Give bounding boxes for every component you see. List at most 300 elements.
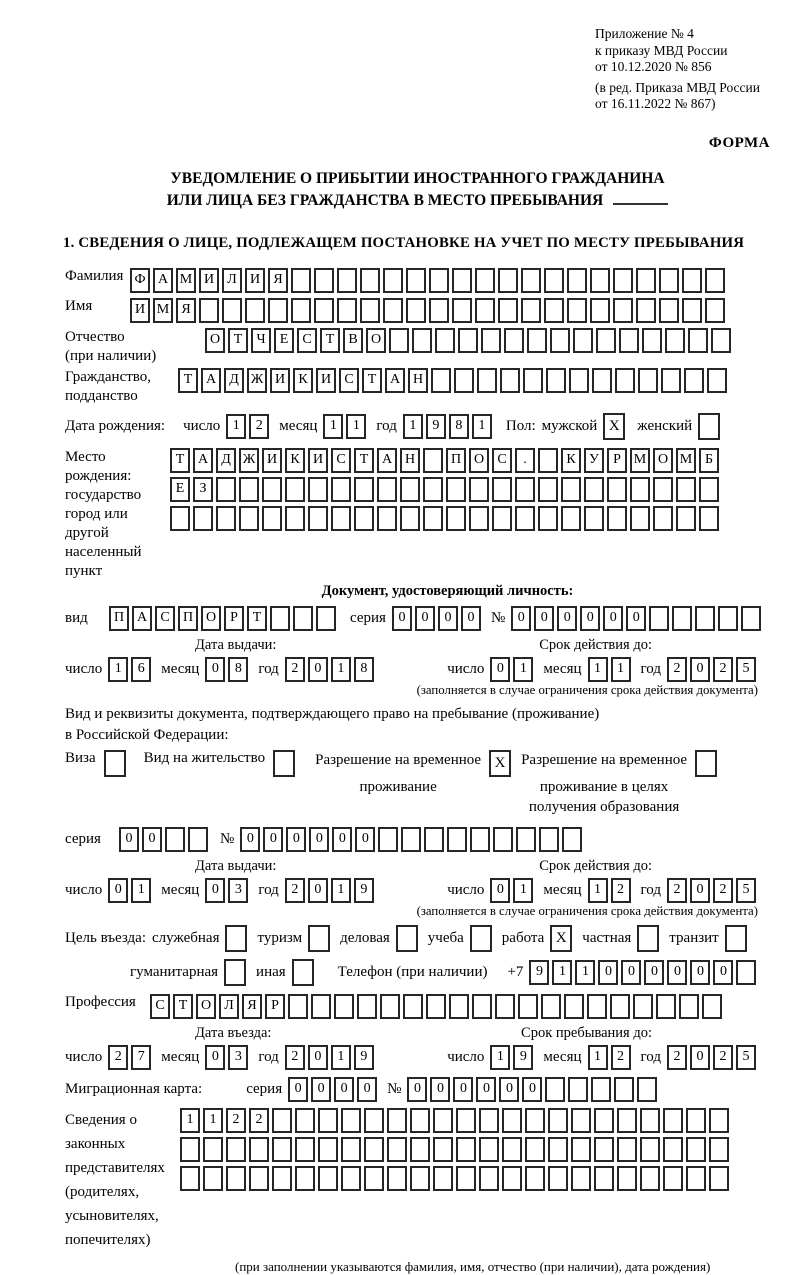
char-cell[interactable]: 2 xyxy=(285,878,305,903)
char-cell[interactable]: 1 xyxy=(552,960,572,985)
char-cell[interactable]: Т xyxy=(173,994,193,1019)
char-cell[interactable] xyxy=(594,1108,614,1133)
char-cell[interactable] xyxy=(216,506,236,531)
sex-male-checkbox[interactable]: X xyxy=(603,413,625,440)
char-cell[interactable]: О xyxy=(201,606,221,631)
char-cell[interactable] xyxy=(541,994,561,1019)
char-cell[interactable] xyxy=(562,827,582,852)
char-cell[interactable]: 9 xyxy=(426,414,446,439)
char-cell[interactable] xyxy=(607,477,627,502)
char-cell[interactable]: О xyxy=(205,328,225,353)
char-cell[interactable]: Т xyxy=(247,606,267,631)
char-cell[interactable] xyxy=(387,1166,407,1191)
char-cell[interactable] xyxy=(502,1108,522,1133)
char-cell[interactable] xyxy=(594,1137,614,1162)
char-cell[interactable]: 2 xyxy=(713,1045,733,1070)
char-cell[interactable] xyxy=(610,994,630,1019)
char-cell[interactable]: 0 xyxy=(453,1077,473,1102)
char-cell[interactable] xyxy=(293,606,313,631)
char-cell[interactable]: Я xyxy=(176,298,196,323)
char-cell[interactable]: С xyxy=(492,448,512,473)
char-cell[interactable]: 0 xyxy=(621,960,641,985)
char-cell[interactable] xyxy=(291,298,311,323)
char-cell[interactable] xyxy=(699,477,719,502)
char-cell[interactable]: Ж xyxy=(239,448,259,473)
char-cell[interactable]: А xyxy=(153,268,173,293)
char-cell[interactable]: 1 xyxy=(323,414,343,439)
char-cell[interactable]: 8 xyxy=(228,657,248,682)
char-cell[interactable] xyxy=(314,298,334,323)
char-cell[interactable] xyxy=(295,1108,315,1133)
char-cell[interactable]: 0 xyxy=(263,827,283,852)
char-cell[interactable]: 0 xyxy=(644,960,664,985)
char-cell[interactable] xyxy=(245,298,265,323)
char-cell[interactable] xyxy=(711,328,731,353)
char-cell[interactable]: В xyxy=(343,328,363,353)
char-cell[interactable] xyxy=(334,994,354,1019)
char-cell[interactable] xyxy=(433,1108,453,1133)
char-cell[interactable] xyxy=(180,1137,200,1162)
char-cell[interactable]: У xyxy=(584,448,604,473)
char-cell[interactable]: 6 xyxy=(131,657,151,682)
char-cell[interactable]: Т xyxy=(170,448,190,473)
char-cell[interactable]: Е xyxy=(170,477,190,502)
char-cell[interactable]: М xyxy=(176,268,196,293)
char-cell[interactable] xyxy=(188,827,208,852)
char-cell[interactable] xyxy=(341,1166,361,1191)
char-cell[interactable] xyxy=(403,994,423,1019)
char-cell[interactable]: Ж xyxy=(247,368,267,393)
char-cell[interactable] xyxy=(331,477,351,502)
char-cell[interactable]: 2 xyxy=(667,1045,687,1070)
char-cell[interactable]: 1 xyxy=(180,1108,200,1133)
char-cell[interactable] xyxy=(682,298,702,323)
char-cell[interactable]: К xyxy=(561,448,581,473)
char-cell[interactable]: М xyxy=(630,448,650,473)
char-cell[interactable] xyxy=(216,477,236,502)
char-cell[interactable] xyxy=(424,827,444,852)
char-cell[interactable] xyxy=(165,827,185,852)
char-cell[interactable] xyxy=(656,994,676,1019)
char-cell[interactable] xyxy=(341,1108,361,1133)
char-cell[interactable] xyxy=(741,606,761,631)
char-cell[interactable]: Т xyxy=(228,328,248,353)
char-cell[interactable] xyxy=(718,606,738,631)
char-cell[interactable]: 3 xyxy=(228,878,248,903)
char-cell[interactable]: Е xyxy=(274,328,294,353)
char-cell[interactable] xyxy=(504,328,524,353)
char-cell[interactable] xyxy=(527,328,547,353)
char-cell[interactable]: 1 xyxy=(331,1045,351,1070)
char-cell[interactable]: 1 xyxy=(611,657,631,682)
char-cell[interactable]: А xyxy=(193,448,213,473)
char-cell[interactable]: Я xyxy=(242,994,262,1019)
char-cell[interactable]: 0 xyxy=(690,878,710,903)
char-cell[interactable] xyxy=(705,298,725,323)
char-cell[interactable]: 1 xyxy=(346,414,366,439)
char-cell[interactable] xyxy=(584,477,604,502)
char-cell[interactable] xyxy=(640,1108,660,1133)
char-cell[interactable] xyxy=(314,268,334,293)
char-cell[interactable]: 1 xyxy=(513,657,533,682)
char-cell[interactable]: 0 xyxy=(205,878,225,903)
char-cell[interactable] xyxy=(587,994,607,1019)
char-cell[interactable]: 1 xyxy=(588,657,608,682)
char-cell[interactable]: 0 xyxy=(205,657,225,682)
char-cell[interactable] xyxy=(433,1137,453,1162)
char-cell[interactable]: П xyxy=(446,448,466,473)
char-cell[interactable]: 5 xyxy=(736,878,756,903)
char-cell[interactable] xyxy=(636,298,656,323)
char-cell[interactable]: 0 xyxy=(119,827,139,852)
char-cell[interactable] xyxy=(426,994,446,1019)
char-cell[interactable] xyxy=(567,268,587,293)
residence-permit-checkbox[interactable] xyxy=(273,750,295,777)
char-cell[interactable] xyxy=(596,328,616,353)
char-cell[interactable] xyxy=(695,606,715,631)
char-cell[interactable] xyxy=(686,1166,706,1191)
char-cell[interactable]: 1 xyxy=(331,878,351,903)
char-cell[interactable] xyxy=(663,1108,683,1133)
char-cell[interactable] xyxy=(268,298,288,323)
char-cell[interactable] xyxy=(364,1166,384,1191)
char-cell[interactable] xyxy=(663,1166,683,1191)
char-cell[interactable]: С xyxy=(155,606,175,631)
char-cell[interactable]: 2 xyxy=(249,414,269,439)
char-cell[interactable] xyxy=(614,1077,634,1102)
char-cell[interactable] xyxy=(567,298,587,323)
char-cell[interactable]: И xyxy=(130,298,150,323)
char-cell[interactable]: 0 xyxy=(142,827,162,852)
char-cell[interactable]: 0 xyxy=(308,878,328,903)
char-cell[interactable]: 9 xyxy=(513,1045,533,1070)
char-cell[interactable]: 0 xyxy=(511,606,531,631)
char-cell[interactable]: Т xyxy=(178,368,198,393)
char-cell[interactable] xyxy=(380,994,400,1019)
char-cell[interactable] xyxy=(272,1166,292,1191)
char-cell[interactable] xyxy=(431,368,451,393)
char-cell[interactable] xyxy=(636,268,656,293)
char-cell[interactable]: 1 xyxy=(490,1045,510,1070)
char-cell[interactable]: 0 xyxy=(407,1077,427,1102)
char-cell[interactable]: 0 xyxy=(415,606,435,631)
char-cell[interactable] xyxy=(633,994,653,1019)
char-cell[interactable] xyxy=(642,328,662,353)
char-cell[interactable] xyxy=(590,268,610,293)
char-cell[interactable] xyxy=(199,298,219,323)
char-cell[interactable] xyxy=(502,1166,522,1191)
purpose-work-checkbox[interactable]: X xyxy=(550,925,572,952)
char-cell[interactable]: 0 xyxy=(392,606,412,631)
char-cell[interactable] xyxy=(584,506,604,531)
char-cell[interactable] xyxy=(193,506,213,531)
char-cell[interactable] xyxy=(364,1137,384,1162)
purpose-study-checkbox[interactable] xyxy=(470,925,492,952)
char-cell[interactable]: 0 xyxy=(308,657,328,682)
char-cell[interactable]: О xyxy=(196,994,216,1019)
char-cell[interactable] xyxy=(571,1137,591,1162)
char-cell[interactable]: 0 xyxy=(522,1077,542,1102)
char-cell[interactable] xyxy=(226,1137,246,1162)
char-cell[interactable] xyxy=(377,477,397,502)
char-cell[interactable] xyxy=(337,298,357,323)
char-cell[interactable]: С xyxy=(331,448,351,473)
char-cell[interactable] xyxy=(387,1108,407,1133)
char-cell[interactable]: 3 xyxy=(228,1045,248,1070)
char-cell[interactable] xyxy=(354,506,374,531)
char-cell[interactable] xyxy=(544,268,564,293)
char-cell[interactable]: Р xyxy=(265,994,285,1019)
char-cell[interactable]: 0 xyxy=(355,827,375,852)
char-cell[interactable] xyxy=(630,506,650,531)
char-cell[interactable]: . xyxy=(515,448,535,473)
char-cell[interactable]: Т xyxy=(354,448,374,473)
char-cell[interactable] xyxy=(538,506,558,531)
char-cell[interactable] xyxy=(180,1166,200,1191)
char-cell[interactable] xyxy=(736,960,756,985)
char-cell[interactable] xyxy=(594,1166,614,1191)
char-cell[interactable] xyxy=(617,1137,637,1162)
char-cell[interactable] xyxy=(538,448,558,473)
char-cell[interactable] xyxy=(550,328,570,353)
char-cell[interactable]: 9 xyxy=(354,878,374,903)
char-cell[interactable] xyxy=(498,268,518,293)
char-cell[interactable] xyxy=(447,827,467,852)
char-cell[interactable]: 1 xyxy=(588,878,608,903)
char-cell[interactable] xyxy=(360,268,380,293)
char-cell[interactable] xyxy=(454,368,474,393)
char-cell[interactable] xyxy=(479,1137,499,1162)
char-cell[interactable]: Н xyxy=(408,368,428,393)
char-cell[interactable] xyxy=(456,1137,476,1162)
char-cell[interactable] xyxy=(573,328,593,353)
char-cell[interactable] xyxy=(495,994,515,1019)
char-cell[interactable] xyxy=(515,477,535,502)
char-cell[interactable] xyxy=(341,1137,361,1162)
char-cell[interactable]: П xyxy=(109,606,129,631)
char-cell[interactable]: 0 xyxy=(490,878,510,903)
char-cell[interactable]: 0 xyxy=(461,606,481,631)
char-cell[interactable] xyxy=(412,328,432,353)
char-cell[interactable]: 0 xyxy=(332,827,352,852)
char-cell[interactable] xyxy=(709,1166,729,1191)
char-cell[interactable]: О xyxy=(366,328,386,353)
char-cell[interactable] xyxy=(291,268,311,293)
char-cell[interactable]: 1 xyxy=(131,878,151,903)
char-cell[interactable]: 0 xyxy=(690,960,710,985)
char-cell[interactable] xyxy=(295,1137,315,1162)
char-cell[interactable] xyxy=(435,328,455,353)
char-cell[interactable]: 2 xyxy=(108,1045,128,1070)
char-cell[interactable] xyxy=(500,368,520,393)
char-cell[interactable]: 1 xyxy=(108,657,128,682)
char-cell[interactable]: 1 xyxy=(472,414,492,439)
char-cell[interactable] xyxy=(262,477,282,502)
char-cell[interactable]: А xyxy=(385,368,405,393)
char-cell[interactable] xyxy=(640,1137,660,1162)
char-cell[interactable] xyxy=(377,506,397,531)
char-cell[interactable] xyxy=(449,994,469,1019)
char-cell[interactable] xyxy=(525,1166,545,1191)
char-cell[interactable]: 1 xyxy=(226,414,246,439)
char-cell[interactable]: Т xyxy=(362,368,382,393)
char-cell[interactable] xyxy=(272,1108,292,1133)
char-cell[interactable] xyxy=(354,477,374,502)
char-cell[interactable] xyxy=(561,477,581,502)
char-cell[interactable]: И xyxy=(316,368,336,393)
char-cell[interactable]: 1 xyxy=(575,960,595,985)
char-cell[interactable]: 0 xyxy=(240,827,260,852)
purpose-private-checkbox[interactable] xyxy=(637,925,659,952)
purpose-business-checkbox[interactable] xyxy=(396,925,418,952)
char-cell[interactable]: 2 xyxy=(249,1108,269,1133)
char-cell[interactable] xyxy=(285,506,305,531)
char-cell[interactable] xyxy=(676,477,696,502)
char-cell[interactable] xyxy=(659,268,679,293)
char-cell[interactable]: 1 xyxy=(331,657,351,682)
char-cell[interactable]: Д xyxy=(216,448,236,473)
char-cell[interactable] xyxy=(538,477,558,502)
char-cell[interactable] xyxy=(653,506,673,531)
char-cell[interactable]: К xyxy=(285,448,305,473)
char-cell[interactable] xyxy=(469,477,489,502)
char-cell[interactable]: 0 xyxy=(580,606,600,631)
char-cell[interactable] xyxy=(456,1166,476,1191)
purpose-other-checkbox[interactable] xyxy=(292,959,314,986)
char-cell[interactable]: С xyxy=(297,328,317,353)
char-cell[interactable] xyxy=(222,298,242,323)
char-cell[interactable]: 0 xyxy=(438,606,458,631)
char-cell[interactable] xyxy=(446,477,466,502)
temp-residence-checkbox[interactable]: X xyxy=(489,750,511,777)
char-cell[interactable] xyxy=(637,1077,657,1102)
char-cell[interactable] xyxy=(525,1137,545,1162)
char-cell[interactable] xyxy=(702,994,722,1019)
char-cell[interactable]: И xyxy=(262,448,282,473)
char-cell[interactable] xyxy=(456,1108,476,1133)
char-cell[interactable]: 0 xyxy=(357,1077,377,1102)
char-cell[interactable]: 8 xyxy=(449,414,469,439)
char-cell[interactable]: 7 xyxy=(131,1045,151,1070)
char-cell[interactable] xyxy=(545,1077,565,1102)
char-cell[interactable] xyxy=(561,506,581,531)
char-cell[interactable]: И xyxy=(245,268,265,293)
char-cell[interactable] xyxy=(525,1108,545,1133)
char-cell[interactable] xyxy=(357,994,377,1019)
char-cell[interactable]: О xyxy=(469,448,489,473)
char-cell[interactable]: Н xyxy=(400,448,420,473)
char-cell[interactable]: 1 xyxy=(513,878,533,903)
char-cell[interactable]: Л xyxy=(222,268,242,293)
char-cell[interactable]: 1 xyxy=(403,414,423,439)
char-cell[interactable]: 9 xyxy=(529,960,549,985)
char-cell[interactable] xyxy=(638,368,658,393)
char-cell[interactable] xyxy=(659,298,679,323)
char-cell[interactable] xyxy=(475,298,495,323)
char-cell[interactable] xyxy=(389,328,409,353)
char-cell[interactable] xyxy=(400,477,420,502)
char-cell[interactable]: 0 xyxy=(490,657,510,682)
char-cell[interactable]: А xyxy=(132,606,152,631)
char-cell[interactable]: 0 xyxy=(205,1045,225,1070)
char-cell[interactable] xyxy=(477,368,497,393)
char-cell[interactable] xyxy=(571,1108,591,1133)
char-cell[interactable] xyxy=(521,298,541,323)
char-cell[interactable] xyxy=(672,606,692,631)
char-cell[interactable]: 2 xyxy=(611,1045,631,1070)
char-cell[interactable] xyxy=(492,477,512,502)
char-cell[interactable] xyxy=(285,477,305,502)
char-cell[interactable] xyxy=(288,994,308,1019)
char-cell[interactable] xyxy=(569,368,589,393)
char-cell[interactable] xyxy=(592,368,612,393)
char-cell[interactable]: П xyxy=(178,606,198,631)
char-cell[interactable] xyxy=(406,298,426,323)
char-cell[interactable] xyxy=(458,328,478,353)
char-cell[interactable] xyxy=(239,477,259,502)
char-cell[interactable] xyxy=(498,298,518,323)
char-cell[interactable]: С xyxy=(150,994,170,1019)
char-cell[interactable] xyxy=(709,1137,729,1162)
temp-residence-edu-checkbox[interactable] xyxy=(695,750,717,777)
char-cell[interactable]: А xyxy=(377,448,397,473)
char-cell[interactable]: 0 xyxy=(603,606,623,631)
char-cell[interactable] xyxy=(318,1137,338,1162)
char-cell[interactable] xyxy=(502,1137,522,1162)
char-cell[interactable] xyxy=(472,994,492,1019)
char-cell[interactable] xyxy=(619,328,639,353)
char-cell[interactable]: Т xyxy=(320,328,340,353)
char-cell[interactable] xyxy=(539,827,559,852)
char-cell[interactable]: 0 xyxy=(430,1077,450,1102)
char-cell[interactable] xyxy=(239,506,259,531)
visa-checkbox[interactable] xyxy=(104,750,126,777)
char-cell[interactable] xyxy=(548,1108,568,1133)
char-cell[interactable] xyxy=(406,268,426,293)
char-cell[interactable] xyxy=(663,1137,683,1162)
char-cell[interactable] xyxy=(699,506,719,531)
char-cell[interactable]: 0 xyxy=(476,1077,496,1102)
char-cell[interactable] xyxy=(203,1137,223,1162)
char-cell[interactable] xyxy=(613,268,633,293)
char-cell[interactable] xyxy=(410,1137,430,1162)
char-cell[interactable]: 9 xyxy=(354,1045,374,1070)
char-cell[interactable] xyxy=(387,1137,407,1162)
char-cell[interactable] xyxy=(479,1108,499,1133)
char-cell[interactable] xyxy=(249,1166,269,1191)
char-cell[interactable]: И xyxy=(308,448,328,473)
char-cell[interactable] xyxy=(607,506,627,531)
char-cell[interactable] xyxy=(686,1108,706,1133)
char-cell[interactable] xyxy=(295,1166,315,1191)
char-cell[interactable] xyxy=(568,1077,588,1102)
char-cell[interactable]: 2 xyxy=(226,1108,246,1133)
char-cell[interactable]: 8 xyxy=(354,657,374,682)
char-cell[interactable]: 0 xyxy=(309,827,329,852)
char-cell[interactable] xyxy=(331,506,351,531)
char-cell[interactable] xyxy=(446,506,466,531)
char-cell[interactable] xyxy=(688,328,708,353)
char-cell[interactable] xyxy=(364,1108,384,1133)
char-cell[interactable]: И xyxy=(270,368,290,393)
char-cell[interactable] xyxy=(423,477,443,502)
char-cell[interactable]: 0 xyxy=(557,606,577,631)
char-cell[interactable]: М xyxy=(153,298,173,323)
char-cell[interactable]: 0 xyxy=(108,878,128,903)
char-cell[interactable] xyxy=(709,1108,729,1133)
char-cell[interactable] xyxy=(469,506,489,531)
char-cell[interactable]: 0 xyxy=(713,960,733,985)
